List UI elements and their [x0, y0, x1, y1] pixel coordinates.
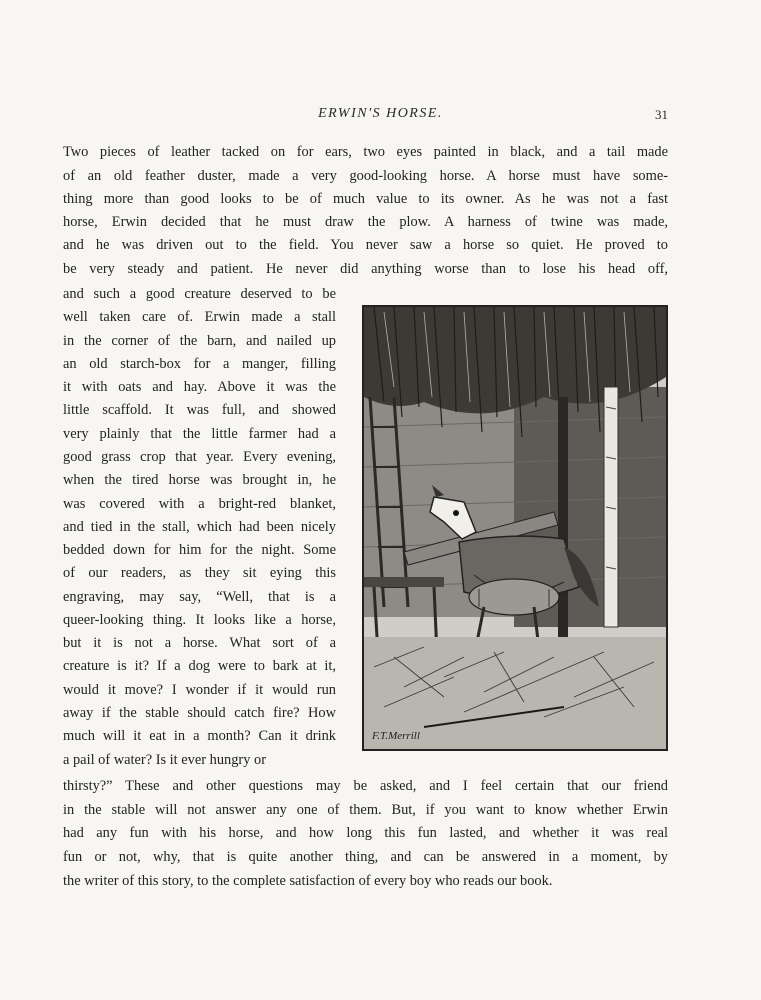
text-line: and he was driven out to the field. You never saw a horse so quiet. He proved to: [63, 237, 668, 253]
text-line: very plainly that the little farmer had a: [63, 426, 336, 442]
artist-signature: F.T.Merrill: [372, 730, 420, 742]
text-line: thing more than good looks to be of much value to its owner. As he was not a fast: [63, 191, 668, 207]
text-line: and such a good creature deserved to be: [63, 286, 336, 302]
text-line: be very steady and patient. He never did anything worse than to lose his head off,: [63, 261, 668, 277]
text-line: creature is it? If a dog were to bark at it,: [63, 658, 336, 674]
text-line: away if the stable should catch fire? How: [63, 705, 336, 721]
text-line: bedded down for him for the night. Some: [63, 542, 336, 558]
text-line: engraving, may say, “Well, that is a: [63, 589, 336, 605]
page-header: [0, 104, 761, 128]
text-line: in the stable will not answer any one of them. But, if you want to know whether Erwin: [63, 802, 668, 818]
stable-engraving: [362, 305, 668, 751]
text-line: but it is not a horse. What sort of a: [63, 635, 336, 651]
text-line: the writer of this story, to the complete satisfaction of every boy who reads our book.: [63, 873, 553, 889]
text-line: much will it eat in a month? Can it drink: [63, 728, 336, 744]
text-line: of an old feather duster, made a very good-looking horse. A horse must have some-: [63, 168, 668, 184]
text-line: Two pieces of leather tacked on for ears, two eyes painted in black, and a tail made: [63, 144, 668, 160]
text-line: little scaffold. It was full, and showed: [63, 402, 336, 418]
text-line: well taken care of. Erwin made a stall: [63, 309, 336, 325]
text-line: in the corner of the barn, and nailed up: [63, 333, 336, 349]
text-line: and tied in the stall, which had been nicely: [63, 519, 336, 535]
text-line: was covered with a bright-red blanket,: [63, 496, 336, 512]
text-line: of our readers, as they sit eying this: [63, 565, 336, 581]
text-line: good grass crop that year. Every evening,: [63, 449, 336, 465]
text-line: it with oats and hay. Above it was the: [63, 379, 336, 395]
running-title: ERWIN'S HORSE.: [318, 106, 443, 121]
text-line: had any fun with his horse, and how long this fun lasted, and whether it was real: [63, 825, 668, 841]
stable-scene-illustration: [364, 307, 666, 749]
text-line: horse, Erwin decided that he must draw the plow. A harness of twine was made,: [63, 214, 668, 230]
text-line: queer-looking thing. It looks like a horse,: [63, 612, 336, 628]
text-line: a pail of water? Is it ever hungry or: [63, 752, 266, 768]
page-number: 31: [655, 107, 668, 122]
text-line: an old starch-box for a manger, filling: [63, 356, 336, 372]
text-line: when the tired horse was brought in, he: [63, 472, 336, 488]
text-line: would it move? I wonder if it would run: [63, 682, 336, 698]
text-line: thirsty?” These and other questions may be asked, and I feel certain that our friend: [63, 778, 668, 794]
text-line: fun or not, why, that is quite another thing, and can be answered in a moment, by: [63, 849, 668, 865]
